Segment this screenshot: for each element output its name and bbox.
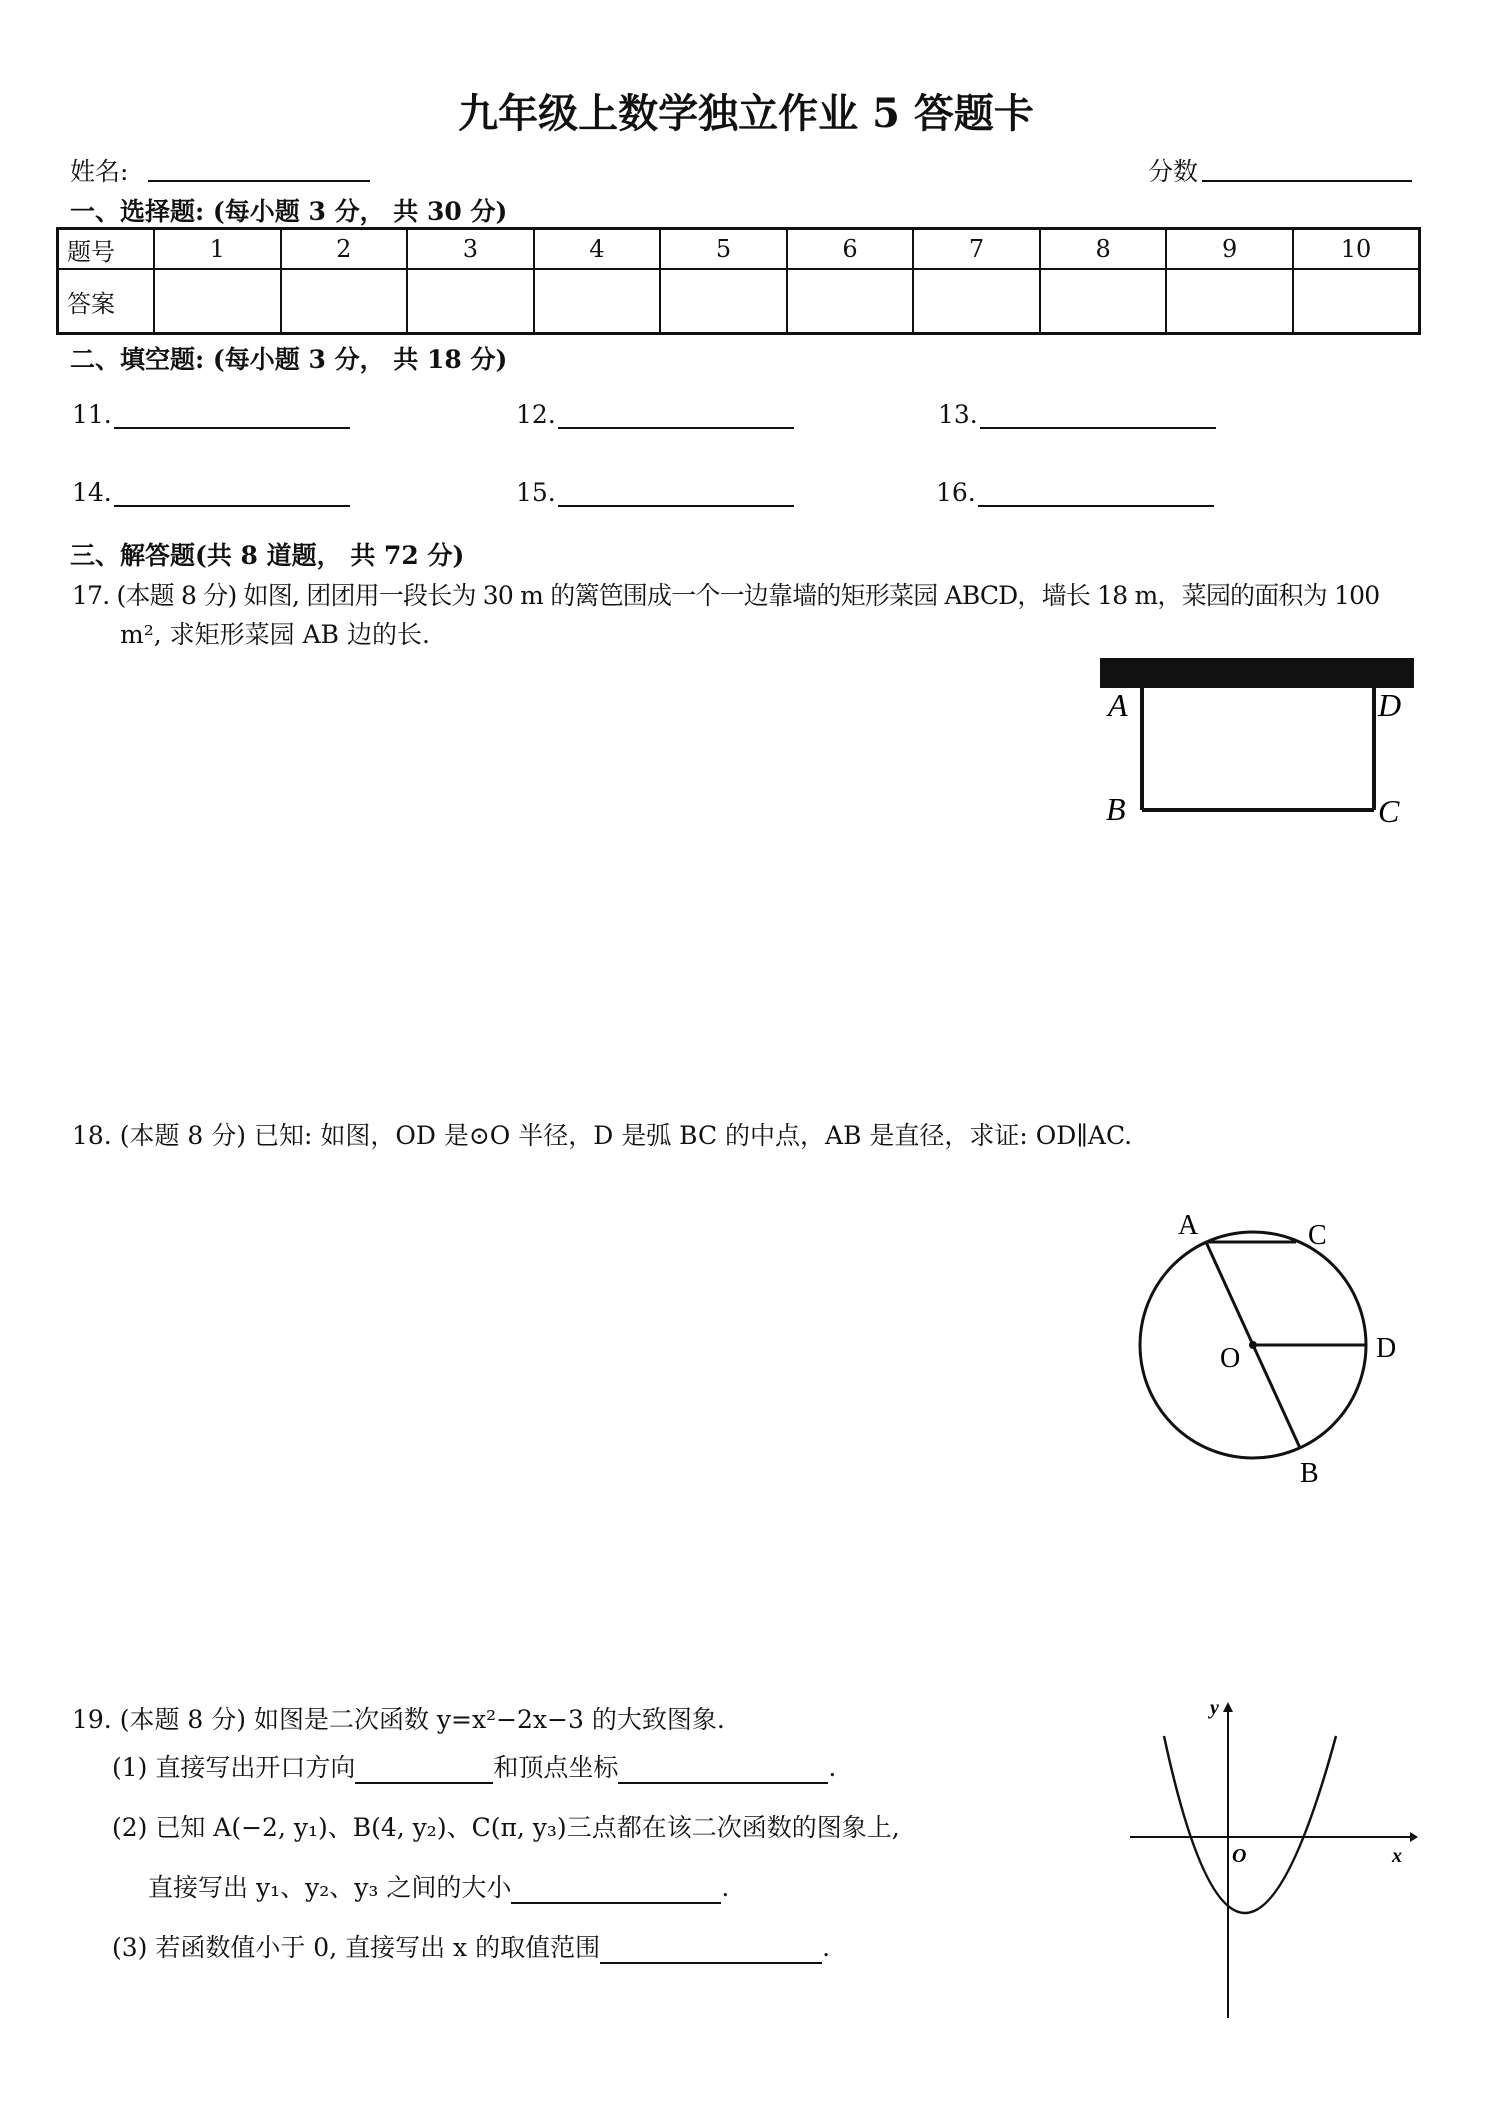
question-number-1: 1 [154, 229, 281, 270]
q17-text-line1: 17. (本题 8 分) 如图, 团团用一段长为 30 m 的篱笆围成一个一边靠墙的矩形菜园 ABCD，墙长 18 m，菜园的面积为 100 [72, 581, 1380, 610]
fill-label-15: 15. [516, 478, 556, 507]
q18-circle-figure [1120, 1200, 1400, 1500]
fill-label-12: 12. [516, 400, 556, 429]
label-c: C [1308, 1220, 1327, 1251]
fill-blank-16[interactable] [978, 505, 1214, 507]
answer-cell-7[interactable] [913, 269, 1040, 334]
page-title: 九年级上数学独立作业 5 答题卡 [458, 90, 1034, 137]
q19-part1-text-b: 和顶点坐标 [493, 1753, 619, 1782]
fill-label-14: 14. [72, 478, 112, 507]
wall-bar [1100, 658, 1414, 688]
table-row-numbers [58, 229, 1420, 270]
row-label-number: 题号 [58, 229, 155, 270]
label-o: O [1220, 1343, 1241, 1374]
answer-cell-10[interactable] [1293, 269, 1420, 334]
q19-part3: (3) 若函数值小于 0, 直接写出 x 的取值范围 . [112, 1933, 831, 1962]
question-number-4: 4 [534, 229, 661, 270]
answer-cell-2[interactable] [281, 269, 408, 334]
q17-text-line2: m², 求矩形菜园 AB 边的长. [120, 620, 430, 649]
answer-cell-9[interactable] [1166, 269, 1293, 334]
y-label: y [1210, 1697, 1219, 1719]
blank-open-direction[interactable] [355, 1758, 493, 1784]
question-number-3: 3 [407, 229, 534, 270]
label-a: A [1178, 1210, 1199, 1241]
q19-part2b: 直接写出 y₁、y₂、y₃ 之间的大小 . [148, 1873, 730, 1902]
fill-blank-11[interactable] [114, 427, 350, 429]
blank-x-range[interactable] [600, 1938, 822, 1964]
fill-label-13: 13. [938, 400, 978, 429]
question-number-8: 8 [1040, 229, 1167, 270]
score-label: 分数 [1148, 157, 1199, 186]
answer-cell-1[interactable] [154, 269, 281, 334]
fill-blank-14[interactable] [114, 505, 350, 507]
center-point [1249, 1341, 1257, 1349]
question-number-6: 6 [787, 229, 914, 270]
fill-blank-15[interactable] [558, 505, 794, 507]
multiple-choice-table [56, 227, 1421, 335]
table-row-answers [58, 269, 1420, 334]
row-label-answer: 答案 [58, 269, 155, 334]
q19-intro: 19. (本题 8 分) 如图是二次函数 y=x²−2x−3 的大致图象. [72, 1705, 725, 1734]
blank-compare[interactable] [511, 1878, 721, 1904]
score-field[interactable] [1202, 180, 1412, 182]
label-d: D [1378, 687, 1402, 723]
name-field[interactable] [148, 180, 370, 182]
q17-rectangle-figure [1090, 650, 1420, 830]
answer-cell-6[interactable] [787, 269, 914, 334]
section3-heading: 三、解答题(共 8 道题， 共 72 分) [70, 541, 465, 570]
fill-blank-12[interactable] [558, 427, 794, 429]
label-b: B [1106, 791, 1126, 827]
section1-heading: 一、选择题: (每小题 3 分， 共 30 分) [70, 197, 508, 226]
question-number-7: 7 [913, 229, 1040, 270]
label-d: D [1376, 1333, 1397, 1364]
y-axis-arrow [1223, 1702, 1233, 1712]
q19-part1-text: (1) 直接写出开口方向 [112, 1753, 356, 1782]
answer-cell-3[interactable] [407, 269, 534, 334]
q19-parabola-graph [1120, 1690, 1420, 2030]
label-b: B [1300, 1458, 1319, 1489]
blank-vertex[interactable] [618, 1758, 828, 1784]
answer-cell-4[interactable] [534, 269, 661, 334]
q19-part3-text: (3) 若函数值小于 0, 直接写出 x 的取值范围 [112, 1933, 601, 1962]
question-number-9: 9 [1166, 229, 1293, 270]
answer-cell-8[interactable] [1040, 269, 1167, 334]
name-label: 姓名: [70, 157, 129, 186]
fill-blank-13[interactable] [980, 427, 1216, 429]
question-number-2: 2 [281, 229, 408, 270]
q19-part2: (2) 已知 A(−2, y₁)、B(4, y₂)、C(π, y₃)三点都在该二次函数的图象上, [112, 1813, 900, 1842]
fill-label-11: 11. [72, 400, 112, 429]
q19-part1: (1) 直接写出开口方向 和顶点坐标 . [112, 1753, 837, 1782]
label-c: C [1378, 793, 1400, 829]
q19-part2b-text: 直接写出 y₁、y₂、y₃ 之间的大小 [148, 1873, 512, 1902]
fill-label-16: 16. [936, 478, 976, 507]
answer-cell-5[interactable] [660, 269, 787, 334]
q18-text: 18. (本题 8 分) 已知: 如图，OD 是⊙O 半径，D 是弧 BC 的中点，AB 是直径，求证: OD∥AC. [72, 1121, 1133, 1150]
x-axis-arrow [1410, 1832, 1418, 1842]
question-number-10: 10 [1293, 229, 1420, 270]
parabola-curve [1164, 1736, 1336, 1913]
label-a: A [1108, 687, 1128, 723]
section2-heading: 二、填空题: (每小题 3 分， 共 18 分) [70, 345, 508, 374]
x-label: x [1392, 1845, 1402, 1867]
question-number-5: 5 [660, 229, 787, 270]
origin-label: O [1232, 1845, 1247, 1867]
